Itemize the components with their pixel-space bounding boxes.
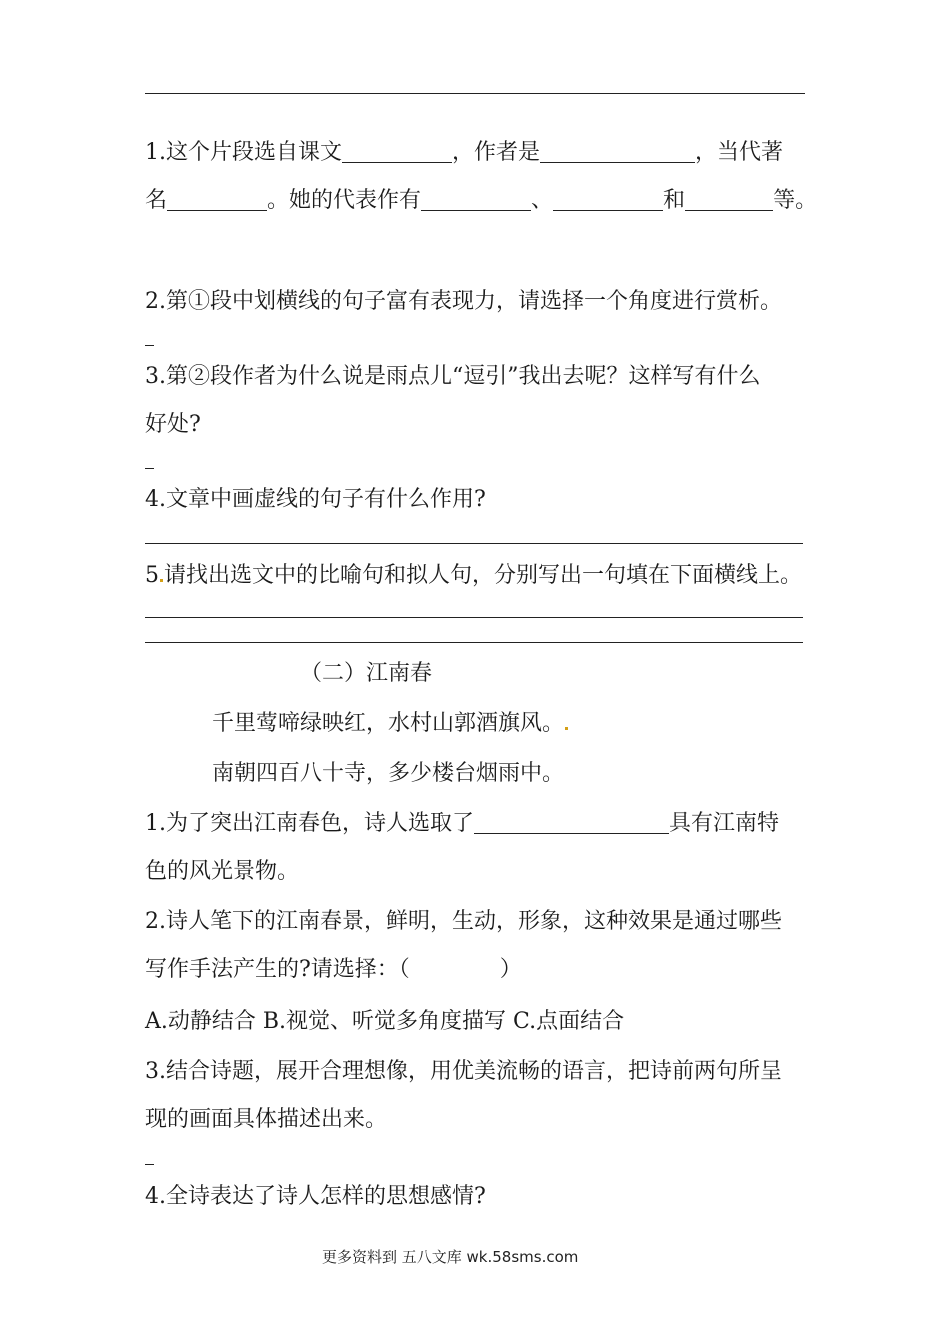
answer-mark	[145, 345, 154, 346]
answer-line[interactable]	[145, 642, 803, 643]
question-number: 5	[145, 563, 159, 588]
question-2: 2.第①段中划横线的句子富有表现力，请选择一个角度进行赏析。	[145, 289, 782, 314]
question-text: 名	[145, 188, 168, 213]
question-4: 4.文章中画虚线的句子有什么作用?	[145, 487, 486, 512]
poem-text: 千里莺啼绿映红，水村山郭酒旗风。	[212, 711, 565, 736]
section2-question-3-line-2: 现的画面具体描述出来。	[145, 1107, 388, 1132]
question-text: 、	[531, 188, 554, 213]
answer-line[interactable]	[145, 543, 803, 544]
section2-question-3-line-1: 3.结合诗题，展开合理想像，用优美流畅的语言，把诗前两句所呈	[145, 1059, 782, 1084]
answer-blank-work-2[interactable]	[553, 188, 663, 211]
answer-blank-work-3[interactable]	[685, 188, 773, 211]
mark-dot	[160, 579, 163, 582]
question-text: 等。	[773, 188, 818, 213]
top-rule	[145, 93, 805, 94]
section-title: （二）江南春	[300, 661, 433, 686]
poem-line-1	[212, 709, 569, 739]
section2-question-2-line-1: 2.诗人笔下的江南春景，鲜明，生动，形象，这种效果是通过哪些	[145, 909, 782, 934]
question-text: ，当代著	[695, 140, 784, 165]
answer-blank-scenery[interactable]	[474, 811, 669, 834]
answer-mark	[145, 1164, 154, 1165]
answer-blank-lesson[interactable]	[342, 140, 452, 163]
answer-blank-title[interactable]	[167, 188, 267, 211]
answer-mark	[145, 468, 154, 469]
section2-question-1-line-2: 色的风光景物。	[145, 859, 300, 884]
question-3-line-1: 3.第②段作者为什么说是雨点儿“逗引”我出去呢？这样写有什么	[145, 364, 761, 389]
question-3-line-2: 好处?	[145, 412, 201, 437]
section2-question-2-line-2	[145, 955, 522, 985]
mark-dot	[565, 727, 568, 730]
poem-line-2: 南朝四百八十寺，多少楼台烟雨中。	[212, 761, 565, 786]
answer-blank-work-1[interactable]	[421, 188, 531, 211]
section2-question-4: 4.全诗表达了诗人怎样的思想感情?	[145, 1184, 486, 1209]
question-1-line-2	[145, 186, 817, 216]
question-text: 具有江南特	[669, 811, 780, 836]
question-text: 。她的代表作有	[267, 188, 422, 213]
question-text: 1.为了突出江南春色，诗人选取了	[145, 811, 474, 836]
section2-question-1-line-1	[145, 809, 779, 839]
question-text: 请找出选文中的比喻句和拟人句，分别写出一句填在下面横线上。	[164, 563, 803, 588]
question-text: 写作手法产生的?请选择：（	[145, 957, 410, 982]
question-1-line-1	[145, 138, 783, 168]
question-text: ，作者是	[452, 140, 541, 165]
answer-options: A.动静结合 B.视觉、听觉多角度描写 C.点面结合	[145, 1009, 625, 1034]
question-text: ）	[499, 957, 522, 982]
question-text: 和	[663, 188, 686, 213]
question-5	[145, 561, 802, 591]
question-text: 1.这个片段选自课文	[145, 140, 342, 165]
page-footer: 更多资料到 五八文库 wk.58sms.com	[322, 1248, 579, 1266]
answer-line[interactable]	[145, 617, 803, 618]
answer-blank-author[interactable]	[540, 140, 695, 163]
